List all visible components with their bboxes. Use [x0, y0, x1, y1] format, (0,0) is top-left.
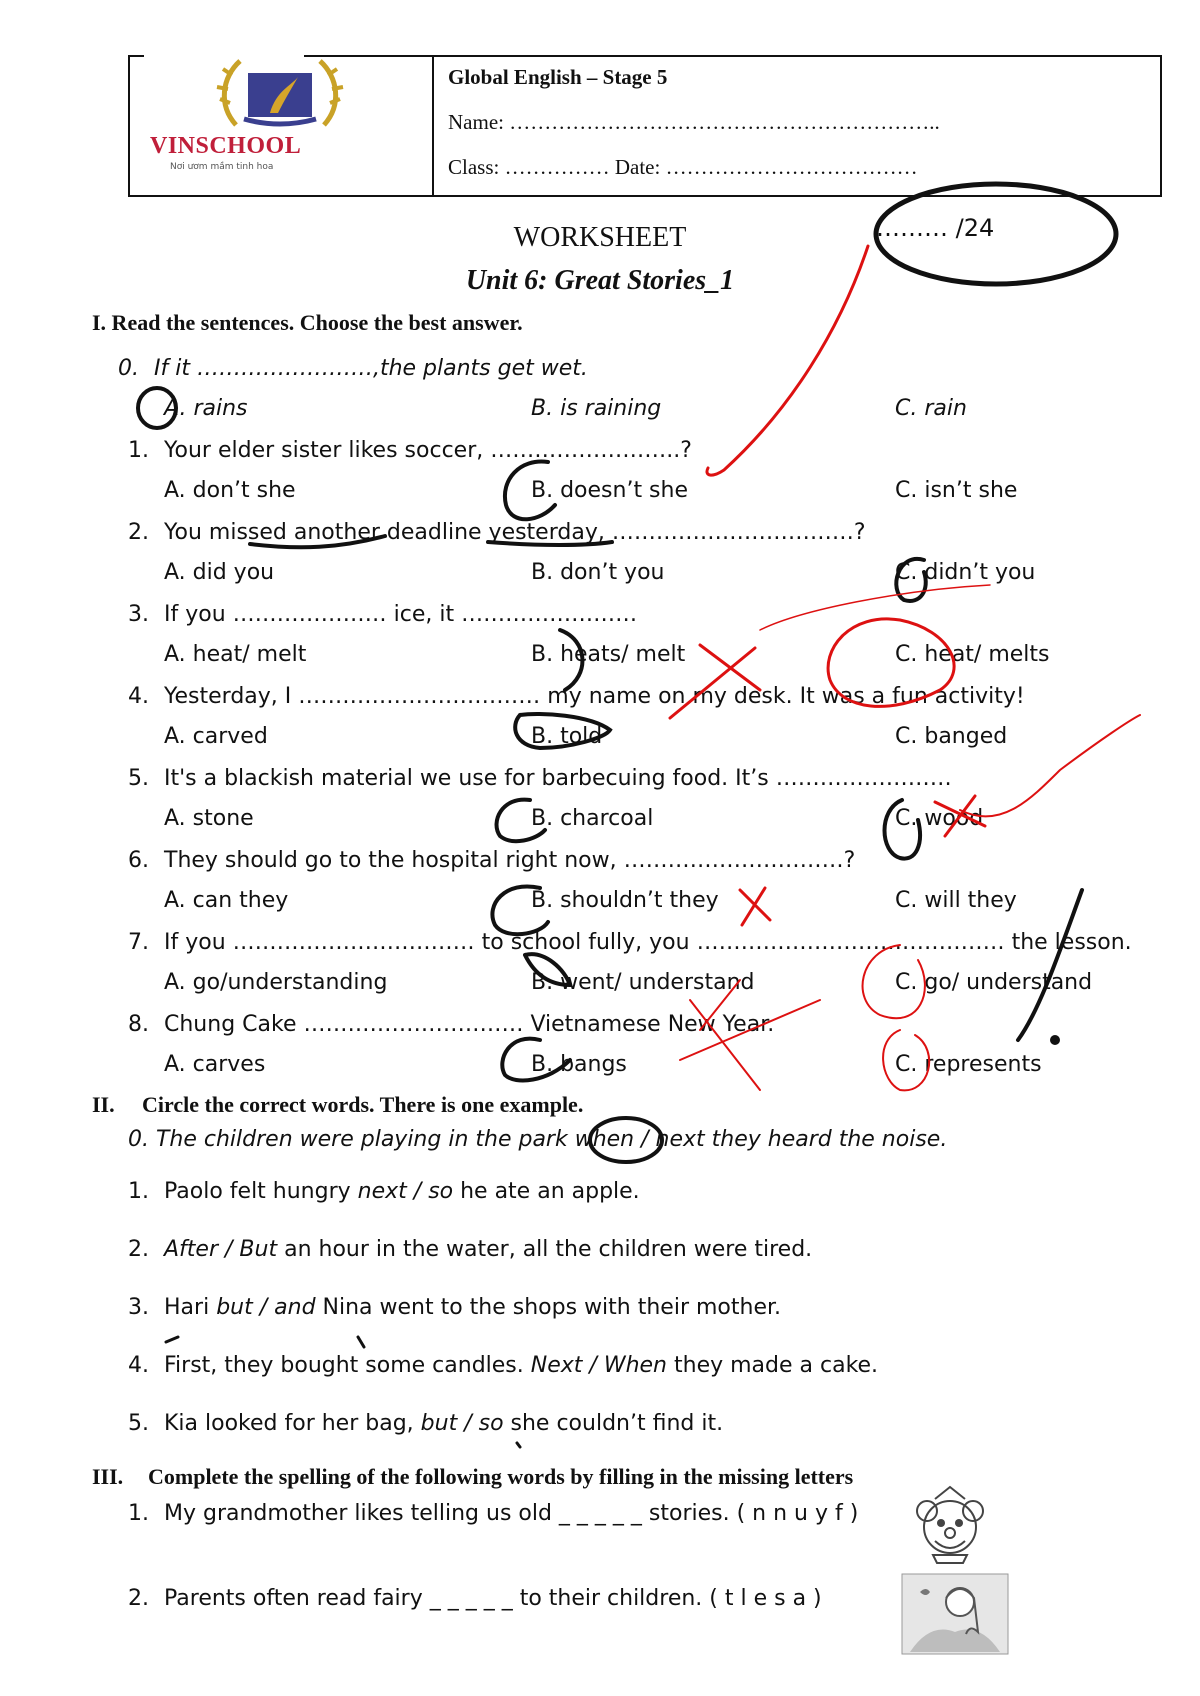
option-3-c[interactable]: C. heat/ melts	[895, 642, 1050, 667]
option-3-a[interactable]: A. heat/ melt	[164, 642, 307, 667]
option-7-a[interactable]: A. go/understanding	[164, 970, 388, 995]
option-5-b[interactable]: B. charcoal	[531, 806, 654, 831]
word-choice-1[interactable]: but	[216, 1295, 253, 1320]
section2-item-2: 2. After / But an hour in the water, all the children were tired.	[128, 1237, 813, 1262]
word-choice-2[interactable]: But	[239, 1237, 278, 1262]
clown-illustration-icon	[905, 1485, 995, 1565]
option-7-c[interactable]: C. go/ understand	[895, 970, 1093, 995]
section2-heading: II. Circle the correct words. There is one example.	[92, 1092, 584, 1117]
question-0: 0. If it ……………………,the plants get wet.	[118, 356, 588, 381]
option-0-b[interactable]: B. is raining	[531, 396, 662, 421]
option-7-b[interactable]: B. went/ understand	[531, 970, 755, 995]
option-2-a[interactable]: A. did you	[164, 560, 275, 585]
question-4: 4. Yesterday, I …………………………… my name on my desk. It was a fun activity!	[128, 684, 1025, 709]
header-box	[128, 55, 1162, 197]
question-3: 3. If you ………………… ice, it ……………………	[128, 602, 638, 627]
word-choice-2[interactable]: so	[478, 1411, 504, 1436]
school-logo-icon	[130, 55, 430, 195]
name-field[interactable]: Name: ……………………………………………………..	[448, 110, 940, 134]
section2-item-4: 4. First, they bought some candles. Next / When they made a cake.	[128, 1353, 879, 1378]
question-8: 8. Chung Cake ………………………… Vietnamese New Year.	[128, 1012, 775, 1037]
princess-illustration-icon	[900, 1572, 1010, 1656]
option-8-c[interactable]: C. represents	[895, 1052, 1042, 1077]
class-date-field[interactable]: Class: …………… Date: ………………………………	[448, 155, 918, 179]
option-8-a[interactable]: A. carves	[164, 1052, 266, 1077]
logo-name: VINSCHOOL	[150, 133, 302, 159]
worksheet-subtitle: Unit 6: Great Stories_1	[465, 265, 735, 296]
word-choice-2[interactable]: and	[274, 1295, 316, 1320]
section1-heading: I. Read the sentences. Choose the best answer.	[92, 310, 523, 335]
option-4-b[interactable]: B. told	[531, 724, 603, 749]
score-box: ……… /24	[876, 214, 995, 242]
section2-item-1: 1. Paolo felt hungry next / so he ate an apple.	[128, 1179, 640, 1204]
option-0-c[interactable]: C. rain	[895, 396, 967, 421]
section2-item-5: 5. Kia looked for her bag, but / so she couldn’t find it.	[128, 1411, 724, 1436]
header-info	[434, 55, 1160, 195]
word-choice-1[interactable]: After	[164, 1237, 219, 1262]
option-6-a[interactable]: A. can they	[164, 888, 289, 913]
question-6: 6. They should go to the hospital right now, …………………………?	[128, 848, 856, 873]
option-0-a[interactable]: A. rains	[164, 396, 248, 421]
question-1: 1. Your elder sister likes soccer, ……………………..?	[128, 438, 692, 463]
red-x-6b-icon	[740, 888, 770, 925]
word-choice-1[interactable]: Next	[530, 1353, 583, 1378]
worksheet-title: WORKSHEET	[513, 222, 687, 253]
logo-area	[130, 55, 434, 195]
question-2: 2. You missed another deadline yesterday, ……………………………?	[128, 520, 866, 545]
question-5: 5. It's a blackish material we use for barbecuing food. It’s ……………………	[128, 766, 952, 791]
option-5-c[interactable]: C. wood	[895, 806, 984, 831]
word-choice-1[interactable]: next	[357, 1179, 407, 1204]
option-3-b[interactable]: B. heats/ melt	[531, 642, 686, 667]
section3-heading: III. Complete the spelling of the following words by filling in the missing letters	[92, 1464, 854, 1489]
option-8-b[interactable]: B. bangs	[531, 1052, 627, 1077]
option-6-c[interactable]: C. will they	[895, 888, 1017, 913]
option-2-b[interactable]: B. don’t you	[531, 560, 665, 585]
section2-item-3: 3. Hari but / and Nina went to the shops with their mother.	[128, 1295, 782, 1320]
option-5-a[interactable]: A. stone	[164, 806, 254, 831]
question-7: 7. If you …………………………… to school fully, you …………………………………… the lesson.	[128, 930, 1132, 955]
section3-item-2: 2. Parents often read fairy _ _ _ _ _ to their children. ( t l e s a )	[128, 1586, 822, 1611]
word-choice-2[interactable]: so	[428, 1179, 454, 1204]
option-4-a[interactable]: A. carved	[164, 724, 268, 749]
option-1-a[interactable]: A. don’t she	[164, 478, 296, 503]
section2-example: 0. The children were playing in the park when / next they heard the noise.	[128, 1127, 948, 1152]
course-label: Global English – Stage 5	[448, 65, 668, 89]
logo-tagline: Nơi ươm mầm tinh hoa	[170, 162, 274, 172]
word-choice-1[interactable]: but	[420, 1411, 458, 1436]
option-1-b[interactable]: B. doesn’t she	[531, 478, 688, 503]
option-6-b[interactable]: B. shouldn’t they	[531, 888, 719, 913]
option-4-c[interactable]: C. banged	[895, 724, 1008, 749]
option-1-c[interactable]: C. isn’t she	[895, 478, 1018, 503]
section3-item-1: 1. My grandmother likes telling us old _ _ _ _ _ stories. ( n n u y f )	[128, 1501, 859, 1526]
tick-mark-icon	[1018, 890, 1082, 1040]
word-choice-2[interactable]: When	[603, 1353, 667, 1378]
option-2-c[interactable]: C. didn’t you	[895, 560, 1036, 585]
